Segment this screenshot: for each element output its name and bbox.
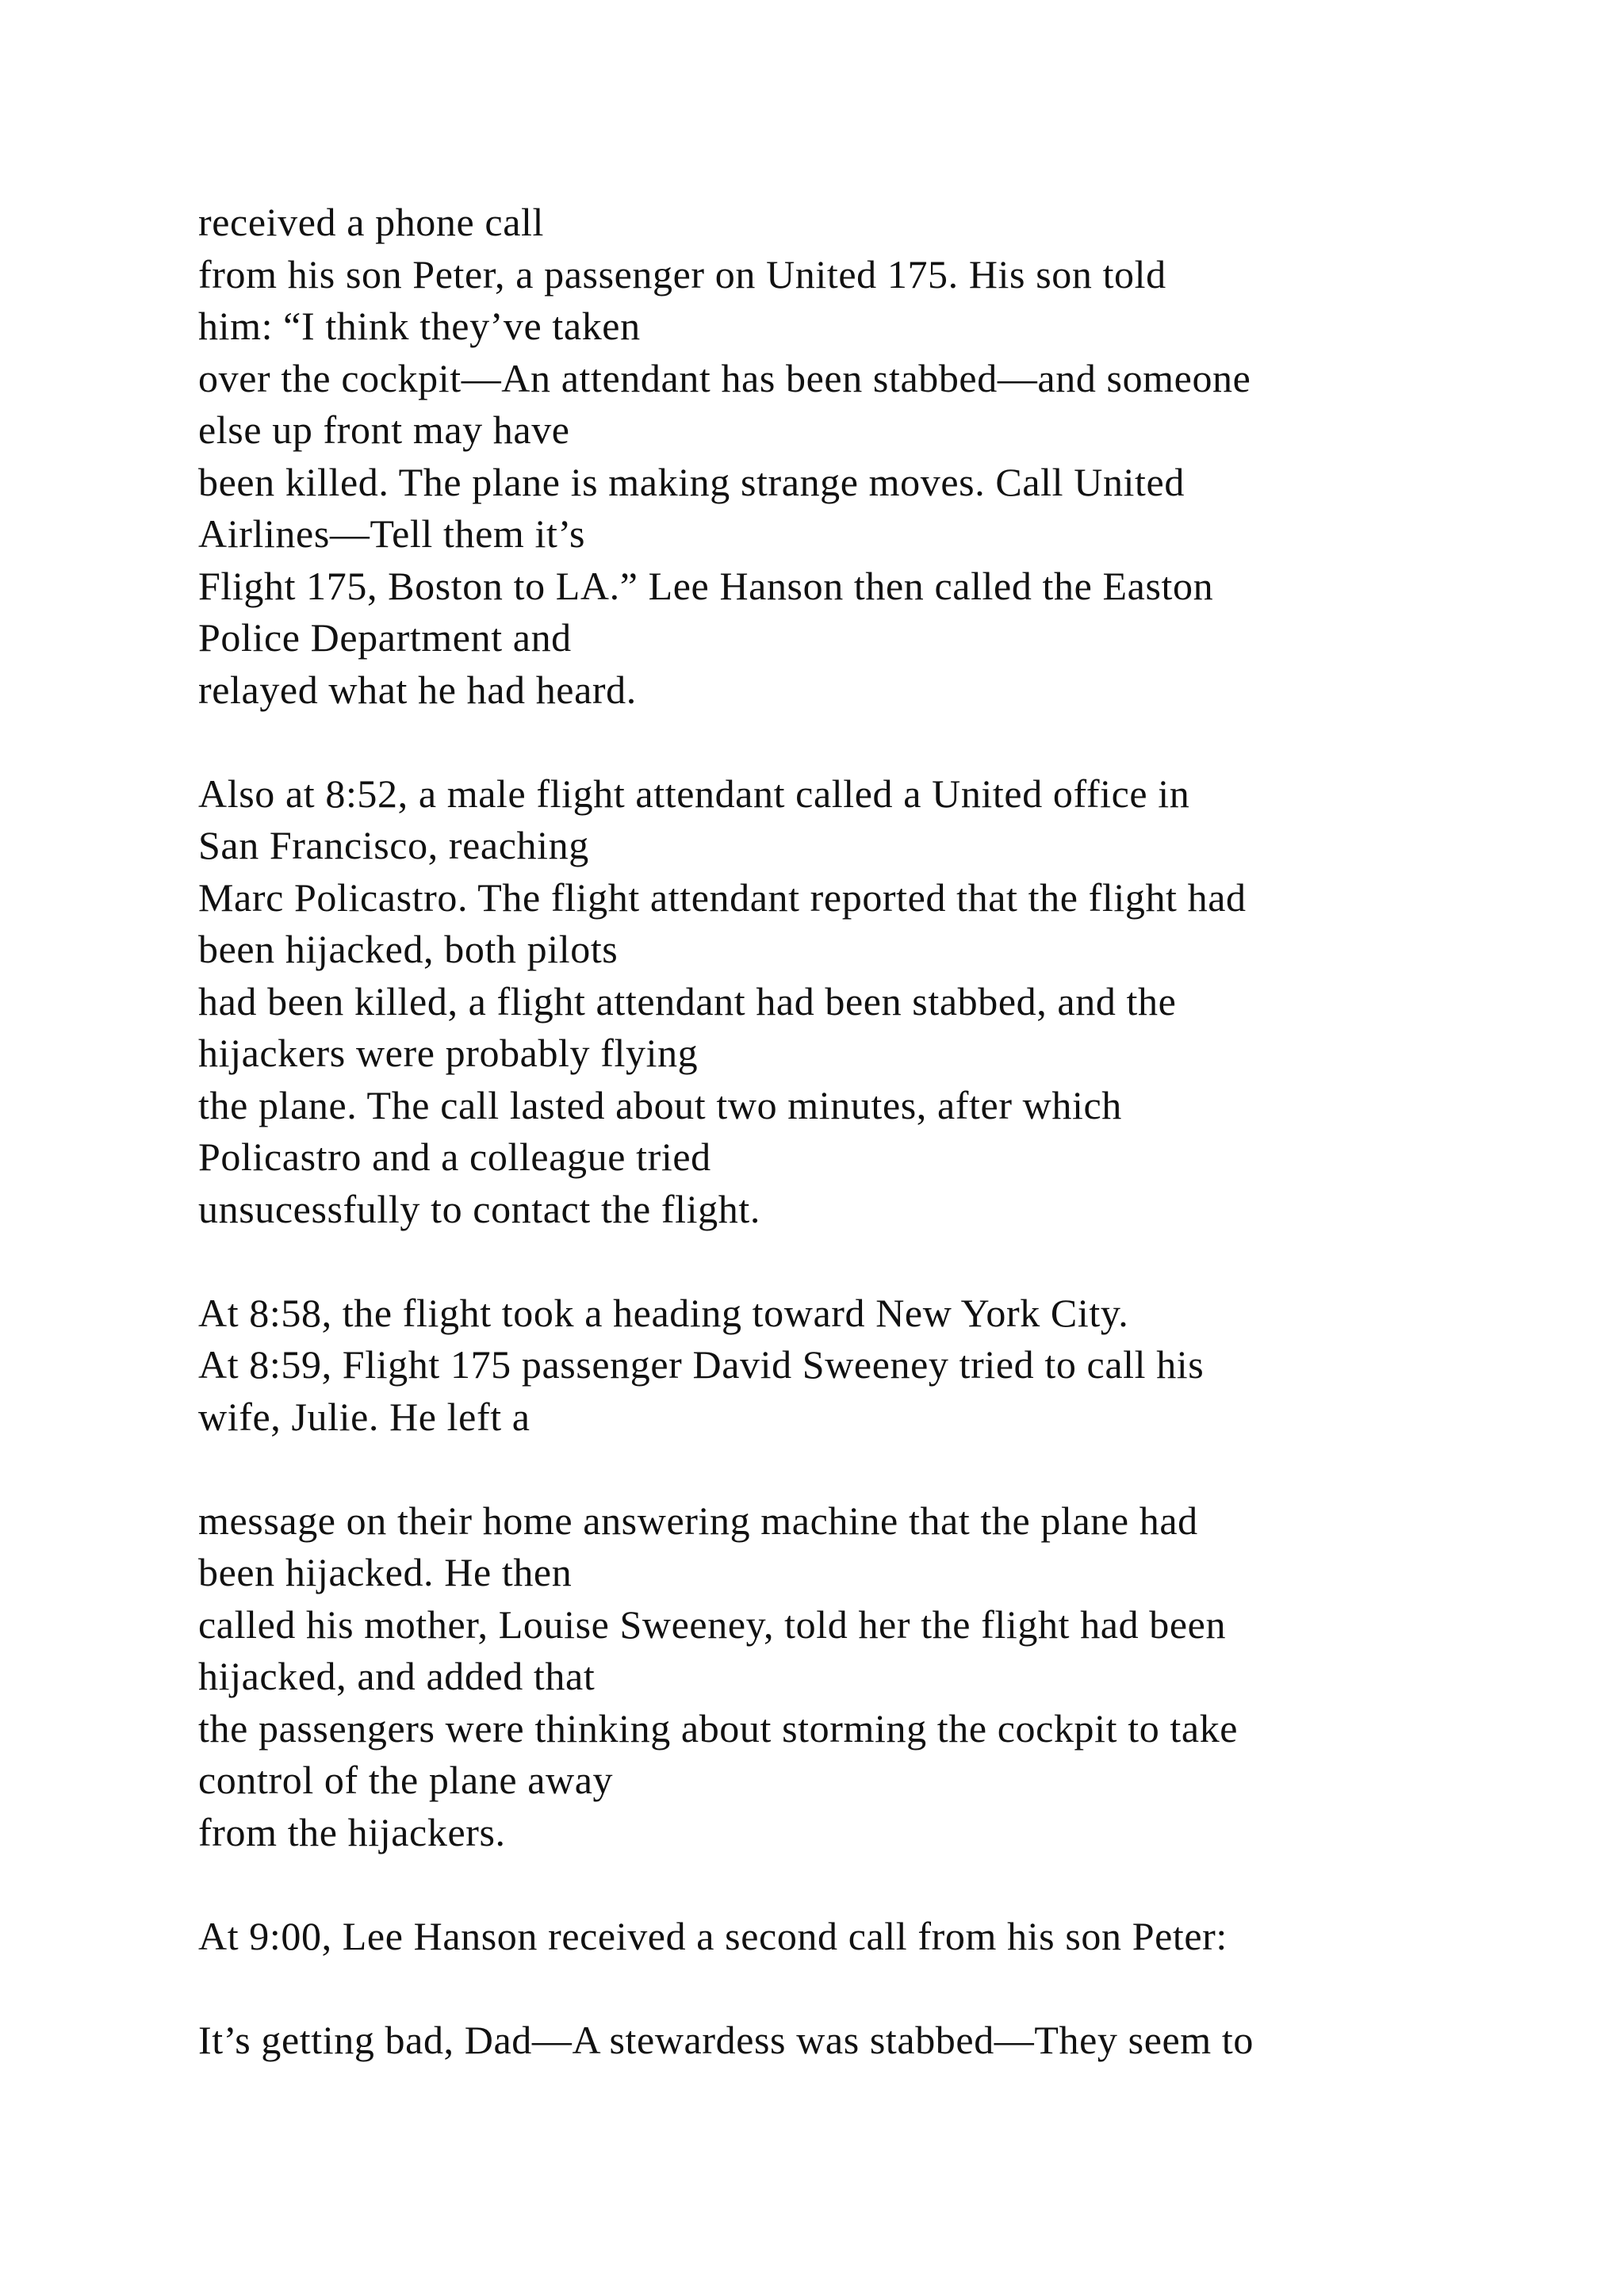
- text-line: been hijacked. He then: [198, 1550, 573, 1594]
- text-line: been hijacked, both pilots: [198, 927, 619, 971]
- text-line: Flight 175, Boston to LA.” Lee Hanson then called the Easton: [198, 563, 1214, 608]
- paragraph-break: [198, 1962, 1594, 2015]
- text-line: At 9:00, Lee Hanson received a second call from his son Peter:: [198, 1913, 1228, 1958]
- text-line: unsucessfully to contact the flight.: [198, 1186, 760, 1231]
- text-line: Airlines—Tell them it’s: [198, 511, 586, 556]
- text-line: been killed. The plane is making strange moves. Call United: [198, 459, 1185, 504]
- text-line: relayed what he had heard.: [198, 667, 637, 712]
- text-line: received a phone call: [198, 200, 544, 244]
- text-line: At 8:59, Flight 175 passenger David Sweeney tried to call his: [198, 1342, 1205, 1387]
- paragraph-break: [198, 1443, 1594, 1495]
- text-line: had been killed, a flight attendant had been stabbed, and the: [198, 978, 1177, 1024]
- text-line: Policastro and a colleague tried: [198, 1135, 711, 1179]
- text-line: hijacked, and added that: [198, 1654, 596, 1698]
- text-line: the plane. The call lasted about two minutes, after which: [198, 1082, 1122, 1127]
- text-line: Also at 8:52, a male flight attendant called a United office in: [198, 771, 1190, 816]
- paragraph-break: [198, 1858, 1594, 1911]
- document-body: [198, 197, 1594, 2066]
- text-line: message on their home answering machine that the plane had: [198, 1498, 1198, 1543]
- text-line: him: “I think they’ve taken: [198, 304, 641, 348]
- paragraph-break: [198, 1235, 1594, 1288]
- text-line: from his son Peter, a passenger on United 175. His son told: [198, 251, 1166, 297]
- text-line: control of the plane away: [198, 1758, 614, 1802]
- text-line: over the cockpit—An attendant has been stabbed—and someone: [198, 355, 1251, 400]
- paragraph-break: [198, 716, 1594, 768]
- text-line: the passengers were thinking about storming the cockpit to take: [198, 1705, 1239, 1751]
- text-line: Police Department and: [198, 615, 572, 660]
- text-line: hijackers were probably flying: [198, 1031, 699, 1075]
- text-line: It’s getting bad, Dad—A stewardess was stabbed—They seem to: [198, 2017, 1254, 2062]
- text-line: Marc Policastro. The flight attendant reported that the flight had: [198, 874, 1247, 920]
- text-line: wife, Julie. He left a: [198, 1394, 530, 1439]
- text-line: else up front may have: [198, 408, 570, 452]
- text-line: At 8:58, the flight took a heading toward New York City.: [198, 1290, 1129, 1335]
- text-line: San Francisco, reaching: [198, 823, 589, 867]
- text-line: called his mother, Louise Sweeney, told her the flight had been: [198, 1601, 1227, 1647]
- text-line: from the hijackers.: [198, 1809, 506, 1854]
